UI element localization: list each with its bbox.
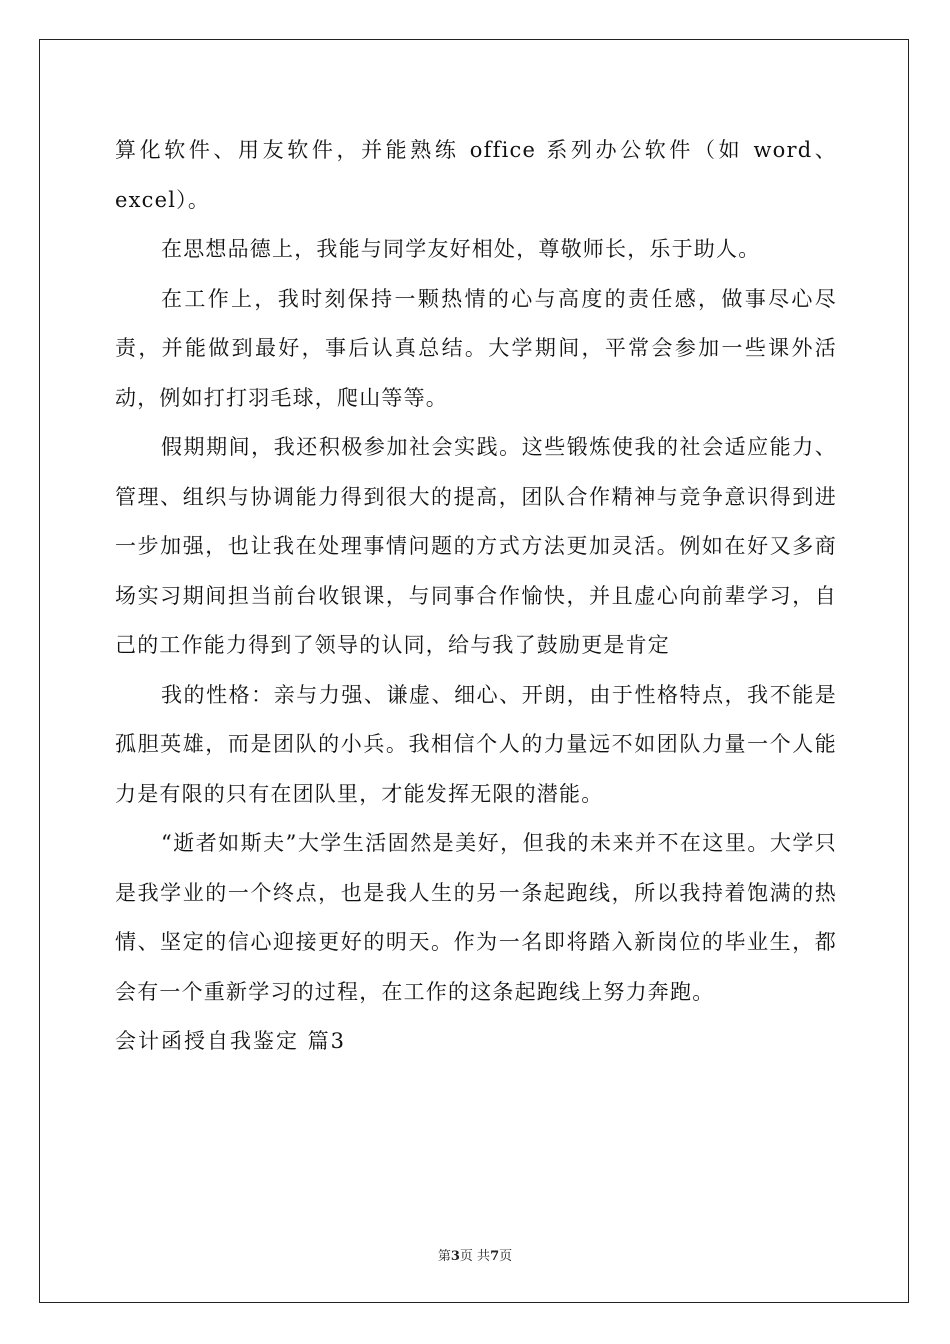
paragraph: 在思想品德上，我能与同学友好相处，尊敬师长，乐于助人。: [161, 237, 761, 261]
paragraph: 算化软件、用友软件，并能熟练 office 系列办公软件（如 word、excel）。: [115, 138, 837, 212]
document-body: [115, 126, 837, 1067]
paragraph: 在工作上，我时刻保持一颗热情的心与高度的责任感，做事尽心尽责，并能做到最好，事后认真总结。大学期间，平常会参加一些课外活动，例如打打羽毛球，爬山等等。: [115, 286, 837, 410]
paragraph: “逝者如斯夫”大学生活固然是美好，但我的未来并不在这里。大学只是我学业的一个终点，也是我人生的另一条起跑线，所以我持着饱满的热情、坚定的信心迎接更好的明天。作为一名即将踏入新岗位的毕业生，都会有一个重新学习的过程，在工作的这条起跑线上努力奔跑。: [115, 831, 837, 1004]
section-heading: 会计函授自我鉴定 篇3: [115, 1029, 347, 1053]
paragraph: 假期期间，我还积极参加社会实践。这些锻炼使我的社会适应能力、管理、组织与协调能力得到很大的提高，团队合作精神与竞争意识得到进一步加强，也让我在处理事情问题的方式方法更加灵活。例如在好又多商场实习期间担当前台收银课，与同事合作愉快，并且虚心向前辈学习，自己的工作能力得到了领导的认同，给与我了鼓励更是肯定: [115, 435, 837, 657]
page-number-footer: [0, 1245, 950, 1264]
page-mid: 页 共: [459, 1249, 491, 1264]
page-prefix: 第: [437, 1249, 451, 1264]
current-page-number: 3: [450, 1249, 460, 1264]
page-suffix: 页: [499, 1249, 513, 1264]
total-page-number: 7: [490, 1249, 500, 1264]
paragraph: 我的性格：亲与力强、谦虚、细心、开朗，由于性格特点，我不能是孤胆英雄，而是团队的小兵。我相信个人的力量远不如团队力量一个人能力是有限的只有在团队里，才能发挥无限的潜能。: [115, 682, 837, 806]
